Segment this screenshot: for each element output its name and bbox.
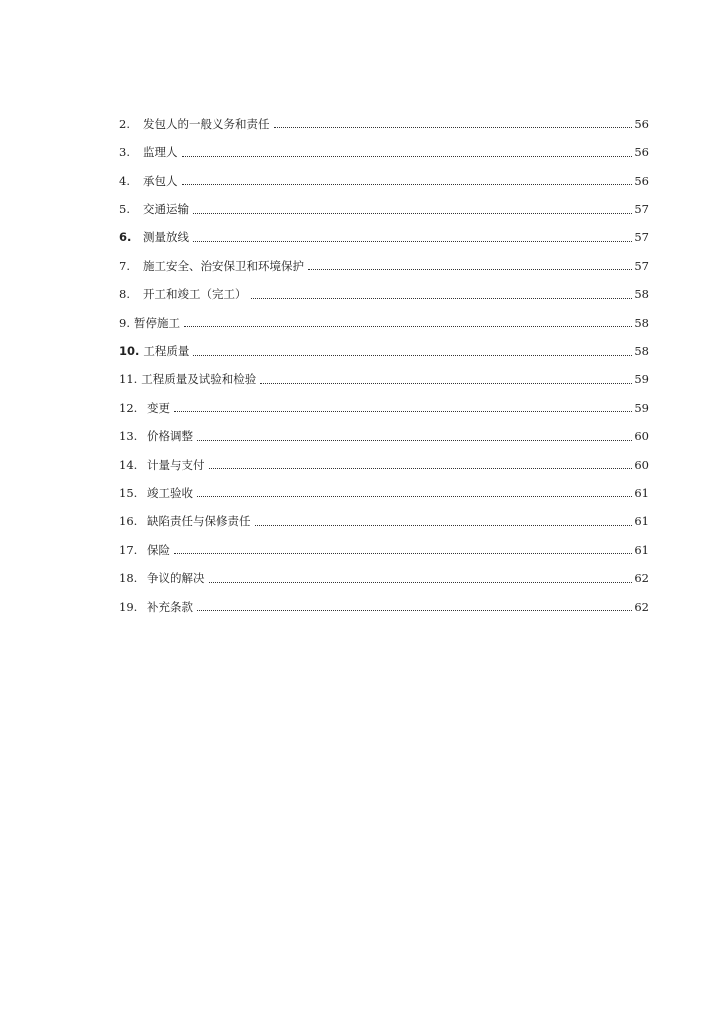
toc-entry-number: 18. xyxy=(119,571,138,586)
toc-entry-number: 3. xyxy=(119,145,130,160)
dot-leader xyxy=(308,268,632,270)
toc-entry xyxy=(119,386,649,414)
toc-entry-page: 61 xyxy=(634,514,649,529)
dot-leader xyxy=(182,155,633,157)
toc-entry xyxy=(119,443,649,471)
toc-entry-page: 60 xyxy=(634,429,649,444)
toc-entry-number: 12. xyxy=(119,400,138,415)
toc-entry xyxy=(119,329,649,357)
toc-entry-title: 交通运输 xyxy=(143,202,189,217)
toc-entry-page: 58 xyxy=(634,315,649,330)
toc-entry-page: 61 xyxy=(634,542,649,557)
toc-entry-page: 57 xyxy=(634,202,649,217)
dot-leader xyxy=(174,410,632,412)
dot-leader xyxy=(197,439,632,441)
toc-entry-number: 11. xyxy=(119,372,138,387)
toc-entry-title: 施工安全、治安保卫和环境保护 xyxy=(143,258,304,273)
dot-leader xyxy=(197,495,632,497)
toc-entry-page: 58 xyxy=(634,287,649,302)
toc-entry-title: 承包人 xyxy=(143,173,178,188)
toc-entry-number: 5. xyxy=(119,202,130,217)
toc-entry xyxy=(119,216,649,244)
toc-entry-page: 62 xyxy=(634,599,649,614)
dot-leader xyxy=(209,467,633,469)
toc-entry-title: 开工和竣工（完工） xyxy=(143,287,247,302)
dot-leader xyxy=(251,297,633,299)
toc-entry xyxy=(119,102,649,130)
toc-entry-page: 56 xyxy=(634,145,649,160)
toc-entry-title: 工程质量 xyxy=(143,344,190,359)
toc-entry-title: 计量与支付 xyxy=(147,457,205,472)
toc-entry-number: 2. xyxy=(119,116,130,131)
toc-entry xyxy=(119,471,649,499)
dot-leader xyxy=(184,325,632,327)
toc-entry-page: 56 xyxy=(634,173,649,188)
toc-entry-title: 发包人的一般义务和责任 xyxy=(143,116,270,131)
table-of-contents xyxy=(119,102,649,613)
toc-entry-page: 59 xyxy=(634,372,649,387)
toc-entry-number: 9. xyxy=(119,315,130,330)
toc-entry-page: 60 xyxy=(634,457,649,472)
dot-leader xyxy=(174,552,632,554)
dot-leader xyxy=(197,609,632,611)
toc-entry-number: 4. xyxy=(119,173,130,188)
toc-entry-title: 保险 xyxy=(147,542,170,557)
toc-entry-title: 价格调整 xyxy=(147,429,193,444)
toc-entry xyxy=(119,272,649,300)
toc-entry-page: 56 xyxy=(634,116,649,131)
toc-entry xyxy=(119,244,649,272)
toc-entry xyxy=(119,414,649,442)
toc-entry xyxy=(119,499,649,527)
toc-entry xyxy=(119,301,649,329)
dot-leader xyxy=(209,581,633,583)
toc-entry-number: 8. xyxy=(119,287,130,302)
toc-entry-number: 6. xyxy=(119,230,132,245)
dot-leader xyxy=(193,354,632,356)
toc-entry-title: 变更 xyxy=(147,400,170,415)
dot-leader xyxy=(274,126,633,128)
toc-entry xyxy=(119,556,649,584)
dot-leader xyxy=(193,212,632,214)
toc-entry-number: 16. xyxy=(119,514,138,529)
toc-entry-page: 57 xyxy=(634,230,649,245)
dot-leader xyxy=(255,524,633,526)
toc-entry-page: 62 xyxy=(634,571,649,586)
toc-entry-number: 7. xyxy=(119,258,130,273)
toc-entry-number: 13. xyxy=(119,429,138,444)
toc-entry-title: 争议的解决 xyxy=(147,571,205,586)
toc-entry-number: 15. xyxy=(119,485,138,500)
toc-entry-page: 59 xyxy=(634,400,649,415)
toc-entry-title: 缺陷责任与保修责任 xyxy=(147,514,251,529)
toc-entry xyxy=(119,358,649,386)
dot-leader xyxy=(182,183,633,185)
toc-entry-number: 14. xyxy=(119,457,138,472)
toc-entry-number: 17. xyxy=(119,542,138,557)
toc-entry-title: 补充条款 xyxy=(147,599,193,614)
toc-entry-title: 竣工验收 xyxy=(147,485,193,500)
toc-entry-number: 19. xyxy=(119,599,138,614)
toc-entry xyxy=(119,130,649,158)
dot-leader xyxy=(193,240,632,242)
dot-leader xyxy=(260,382,632,384)
toc-entry-page: 57 xyxy=(634,258,649,273)
toc-entry-number: 10. xyxy=(119,344,140,359)
toc-entry xyxy=(119,159,649,187)
toc-entry-title: 测量放线 xyxy=(143,230,189,245)
toc-entry-title: 暂停施工 xyxy=(133,315,180,330)
toc-entry-title: 工程质量及试验和检验 xyxy=(141,372,257,387)
toc-entry-page: 58 xyxy=(634,344,649,359)
toc-entry-title: 监理人 xyxy=(143,145,178,160)
toc-entry xyxy=(119,528,649,556)
toc-entry xyxy=(119,187,649,215)
toc-entry xyxy=(119,585,649,613)
toc-entry-page: 61 xyxy=(634,485,649,500)
